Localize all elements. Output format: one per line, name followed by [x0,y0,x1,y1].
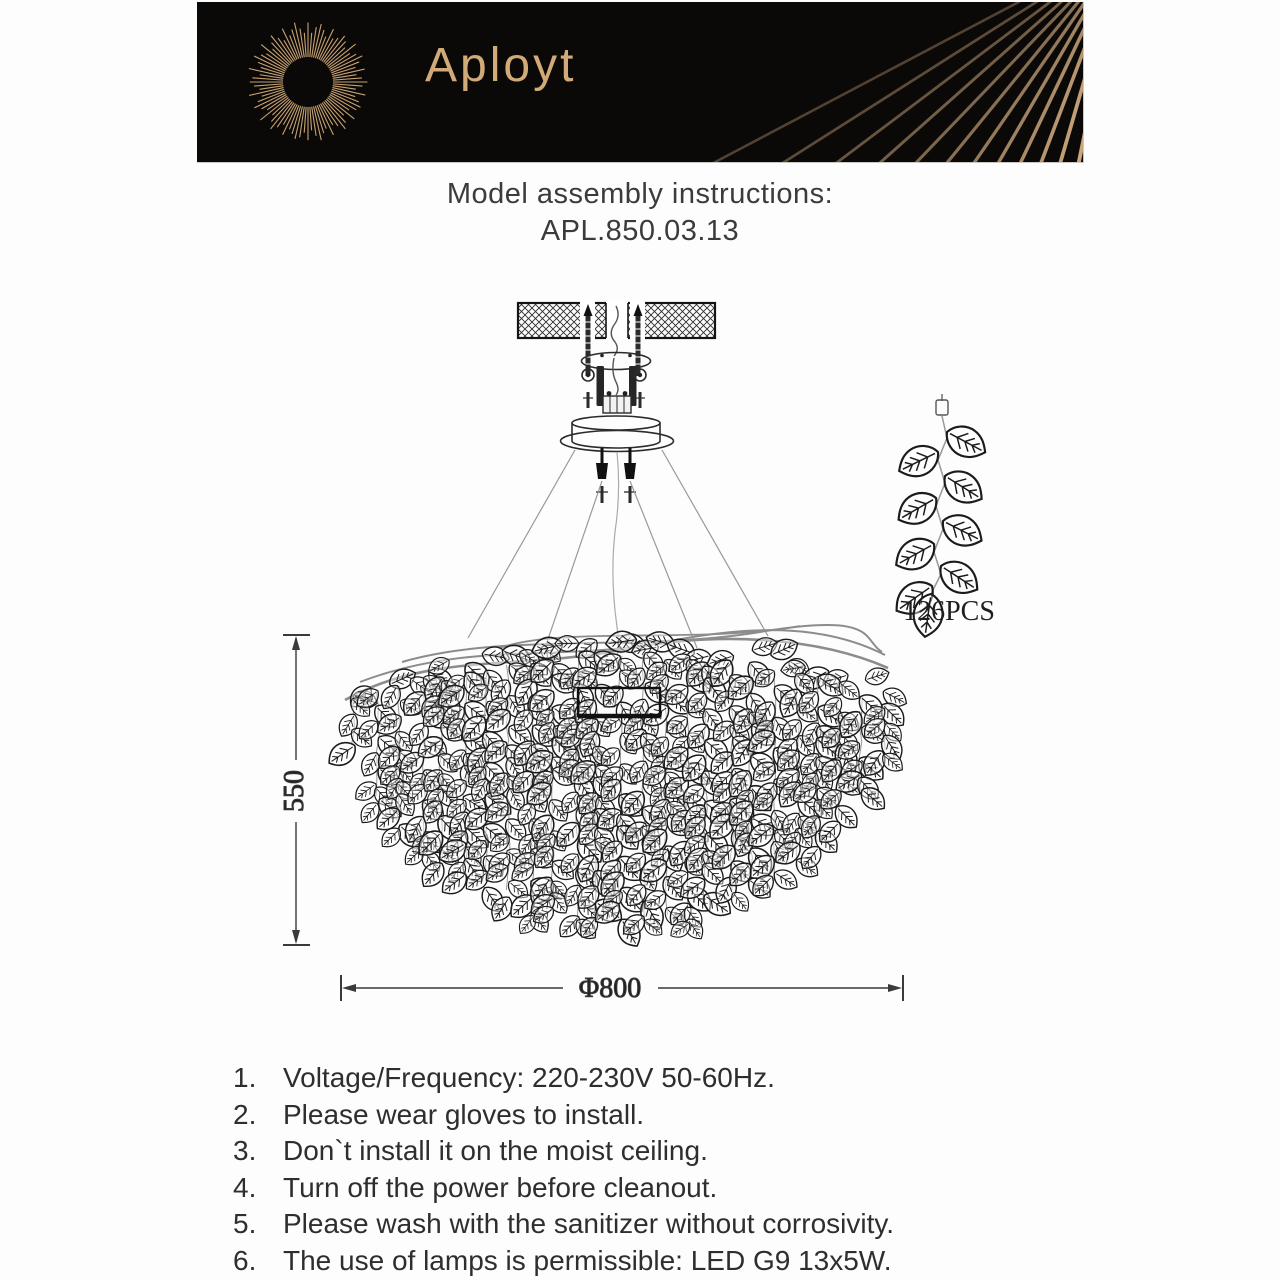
item-text: Don`t install it on the moist ceiling. [283,1135,708,1167]
item-text: Turn off the power before cleanout. [283,1171,718,1203]
instructions-list [233,1060,894,1280]
title-line: Model assembly instructions: [446,178,834,210]
list-item [233,1097,894,1134]
item-text: The use of lamps is permissible: LED G9 13x5W. [283,1244,892,1276]
diameter-dimension [341,973,903,1004]
list-item [233,1060,894,1097]
item-number: 1. [233,1062,257,1093]
item-number: 4. [233,1171,257,1203]
height-dimension [279,635,310,945]
height-dimension-label: 550 [278,770,310,812]
item-text: Voltage/Frequency: 220-230V 50-60Hz. [283,1062,775,1093]
item-number: 6. [233,1244,257,1276]
list-item [233,1133,894,1170]
item-number: 5. [233,1208,257,1240]
chandelier-drawing [323,625,910,951]
list-item [233,1243,894,1280]
diameter-dimension-label: Φ800 [578,973,642,1004]
item-text: Please wash with the sanitizer without corrosivity. [283,1208,895,1240]
item-text: Please wear gloves to install. [283,1098,645,1130]
brand-name: Aployt [425,39,577,92]
ceiling-mount-drawing [468,301,768,655]
item-number: 2. [233,1098,257,1130]
item-number: 3. [233,1135,257,1167]
list-item [233,1170,894,1207]
parts-count-label: 126PCS [903,596,995,627]
list-item [233,1206,894,1243]
model-number: APL.850.03.13 [540,215,740,247]
